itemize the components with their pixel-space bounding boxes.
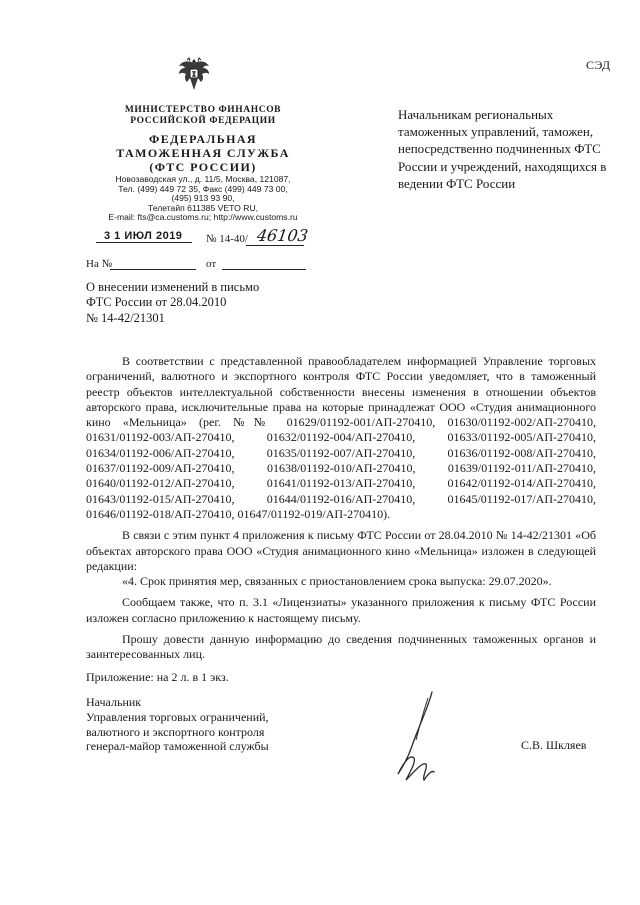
service-name xyxy=(108,132,298,174)
email-line: E-mail: fts@ca.customs.ru; http://www.customs.ru xyxy=(108,212,298,222)
letter-body xyxy=(86,354,596,663)
service-line: ТАМОЖЕННАЯ СЛУЖБА xyxy=(116,146,290,160)
document-number-handwritten: 46103 xyxy=(255,226,310,245)
attachment-note: Приложение: на 2 л. в 1 экз. xyxy=(86,670,229,684)
document-number-label: № 14-40/ xyxy=(206,233,248,245)
signer-name: С.В. Шкляев xyxy=(521,738,587,752)
handwritten-signature-icon xyxy=(388,688,448,788)
body-paragraph: В связи с этим пункт 4 приложения к письму ФТС России от 28.04.2010 № 14-42/21301 «Об объектах авторского права ООО «Студия анимационного кино «Мельница» изложен в следующей редакции: xyxy=(86,528,596,573)
number-underline xyxy=(246,245,304,246)
edm-mark: СЭД xyxy=(586,58,611,72)
signer-title xyxy=(86,695,269,754)
ministry-line: РОССИЙСКОЙ ФЕДЕРАЦИИ xyxy=(130,116,276,126)
subject-line: № 14-42/21301 xyxy=(86,310,165,325)
signer-line: Управления торговых ограничений, xyxy=(86,709,269,724)
reference-date-underline xyxy=(222,269,306,270)
contact-details xyxy=(92,175,314,223)
addressee-block: Начальникам региональных таможенных управлений, таможен, непосредственно подчиненных ФТС России и учреждений, находящихся в ведении ФТС России xyxy=(398,107,607,191)
body-paragraph: Сообщаем также, что п. 3.1 «Лицензиаты» указанного приложения к письму ФТС России изложен согласно приложению к настоящему письму. xyxy=(86,595,596,625)
phone-line: Тел. (499) 449 72 35, Факс (499) 449 73 00, xyxy=(118,183,288,194)
subject-line: О внесении изменений в письмо xyxy=(86,280,260,294)
address-line: Новозаводская ул., д. 11/5, Москва, 121087, xyxy=(115,174,291,184)
ministry-line: МИНИСТЕРСТВО ФИНАНСОВ xyxy=(124,105,282,115)
signer-line: генерал-майор таможенной службы xyxy=(86,739,269,754)
body-paragraph: В соответствии с представленной правообладателем информацией Управление торговых ограничений, валютного и экспортного контроля ФТС России уведомляет, что в таможенный реестр объектов интеллектуальной собственности внесены изменения в отношении объектов авторского права, исключительные права на которые принадлежат ООО «Студия анимационного кино «Мельница» (рег. №№ 01629/01192-001/АП-270410, 01630/01192-002/АП-270410, 01631/01192-003/АП-270410, 01632/01192-004/АП-270410, 01633/01192-005/АП-270410, 01634/01192-006/АП-270410, 01635/01192-007/АП-270410, 01636/01192-008/АП-270410, 01637/01192-009/АП-270410, 01638/01192-010/АП-270410, 01639/01192-011/АП-270410, 01640/01192-012/АП-270410, 01641/01192-013/АП-270410, 01642/01192-014/АП-270410, 01643/01192-015/АП-270410, 01644/01192-016/АП-270410, 01645/01192-017/АП-270410, 01646/01192-018/АП-270410, 01647/01192-019/АП-270410). xyxy=(86,354,596,521)
service-line: ФЕДЕРАЛЬНАЯ xyxy=(149,132,257,146)
reference-number-label: На № xyxy=(86,258,113,270)
subject-block xyxy=(86,280,259,326)
coat-of-arms-icon xyxy=(176,56,212,94)
subject-line: ФТС России от 28.04.2010 xyxy=(86,295,227,310)
signer-line: Начальник xyxy=(86,695,142,709)
reference-number-underline xyxy=(110,269,196,270)
ministry-name xyxy=(108,105,298,127)
teletype-line: Телетайп 611385 VETO RU, xyxy=(147,202,259,213)
quoted-paragraph: «4. Срок принятия мер, связанных с приостановлением срока выпуска: 29.07.2020». xyxy=(122,574,552,589)
reference-date-label: от xyxy=(206,258,217,270)
service-line: (ФТС РОССИИ) xyxy=(149,160,257,174)
date-underline xyxy=(96,242,192,243)
document-date: 3 1 ИЮЛ 2019 xyxy=(104,230,183,242)
signer-line: валютного и экспортного контроля xyxy=(86,724,265,739)
body-paragraph: Прошу довести данную информацию до сведения подчиненных таможенных органов и заинтересованных лиц. xyxy=(86,632,596,662)
phone-line-2: (495) 913 93 90, xyxy=(171,193,235,203)
